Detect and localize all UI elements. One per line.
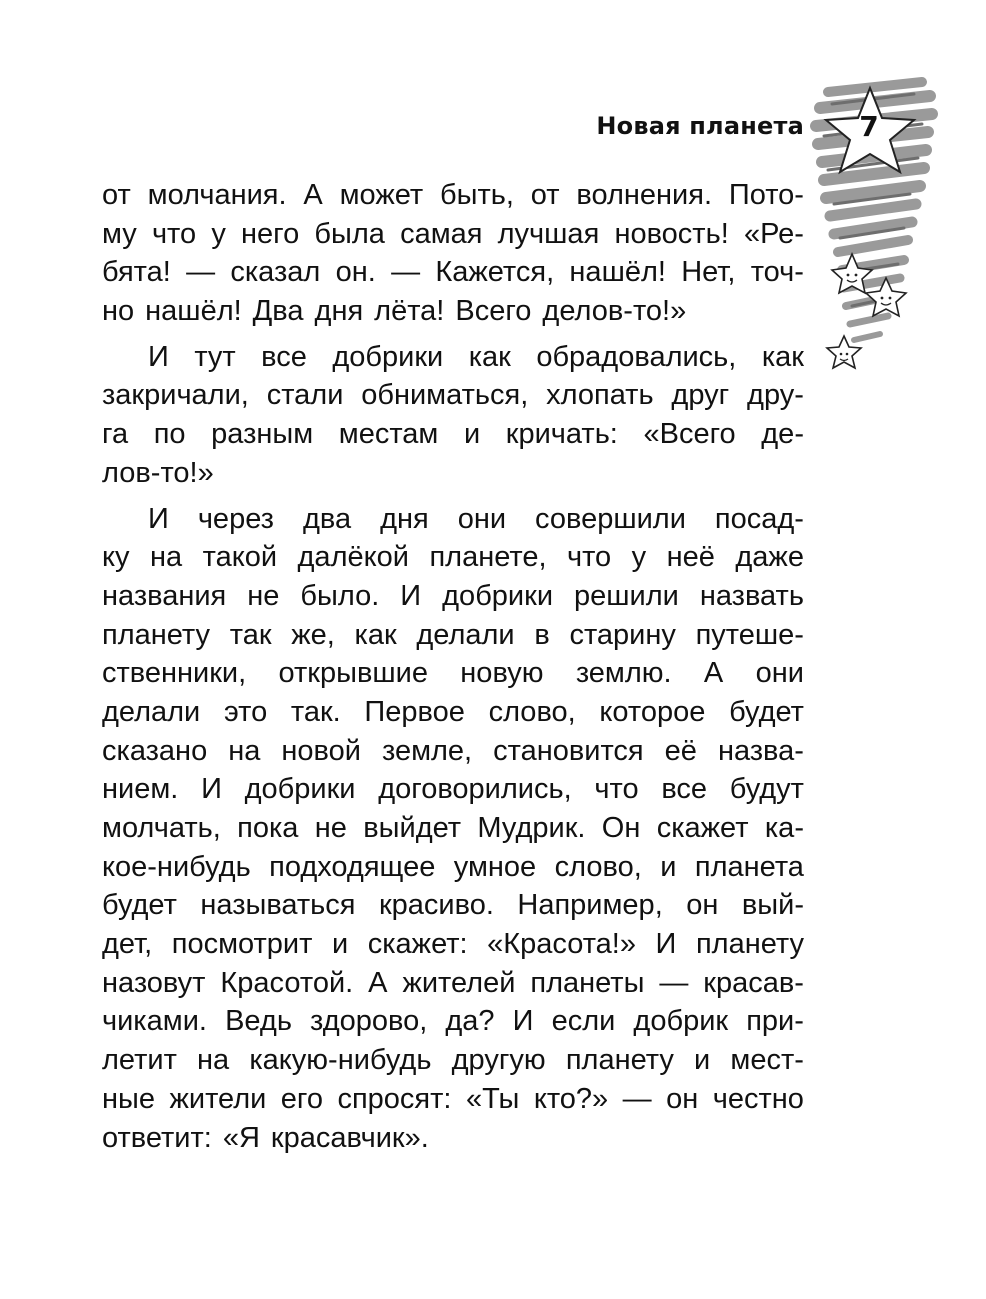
text-line: га по разным местам и кричать: «Всего де- — [102, 418, 804, 451]
text-line: чиками. Ведь здорово, да? И если добрик при- — [102, 1005, 804, 1038]
text-line: планету так же, как делали в старину путеше- — [102, 618, 804, 651]
text-line: И тут все добрики как обрадовались, как — [148, 340, 804, 373]
text-line: молчать, пока не выйдет Мудрик. Он скажет ка- — [102, 812, 804, 844]
text-line: названия не было. И добрики решили назвать — [102, 579, 804, 612]
text-line: И через два дня они совершили посад- — [148, 502, 804, 535]
running-head: Новая планета — [596, 112, 804, 140]
text-line: лов-то!» — [102, 456, 214, 489]
text-line: дет, посмотрит и скажет: «Красота!» И планету — [102, 928, 804, 961]
text-line: нием. И добрики договорились, что все будут — [102, 773, 804, 806]
paragraph — [102, 338, 804, 493]
text-line: но нашёл! Два дня лёта! Всего делов-то!» — [102, 295, 687, 328]
text-line: делали это так. Первое слово, которое будет — [102, 695, 804, 728]
text-line: будет называться красиво. Например, он вый- — [102, 889, 804, 922]
text-line: ные жители его спросят: «Ты кто?» — он честно — [102, 1082, 804, 1115]
page-number: 7 — [859, 110, 879, 143]
text-line: закричали, стали обниматься, хлопать друг дру- — [102, 379, 804, 412]
paragraph — [102, 500, 804, 1158]
text-line: ственники, открывшие новую землю. А они — [102, 657, 804, 690]
text-line: ку на такой далёкой планете, что у неё даже — [102, 541, 804, 574]
text-line: ответит: «Я красавчик». — [102, 1121, 429, 1154]
text-line: кое-нибудь подходящее умное слово, и планета — [102, 850, 804, 883]
text-line: от молчания. А может быть, от волнения. Пото- — [102, 179, 804, 211]
text-line: назовут Красотой. А жителей планеты — красав- — [102, 966, 804, 999]
text-line: бята! — сказал он. — Кажется, нашёл! Нет, точ- — [102, 256, 804, 289]
paragraph — [102, 176, 804, 331]
body-text — [102, 176, 804, 1157]
text-line: сказано на новой земле, становится её назва- — [102, 734, 804, 767]
text-line: му что у него была самая лучшая новость! «Ре- — [102, 217, 804, 250]
text-line: летит на какую-нибудь другую планету и мест- — [102, 1044, 804, 1077]
